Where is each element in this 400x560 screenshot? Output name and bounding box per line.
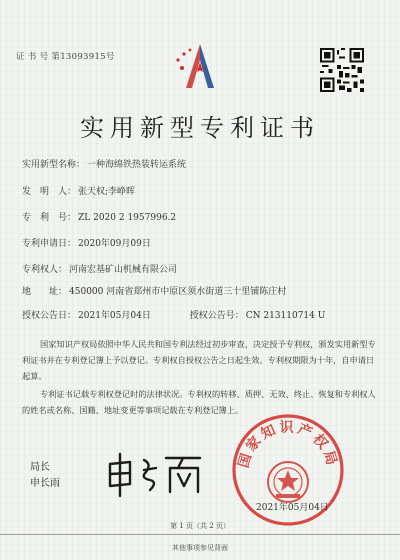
page-title: 实用新型专利证书	[80, 114, 320, 142]
qr-code-icon	[320, 48, 364, 92]
certificate-number: 证 书 号 第13093915号	[16, 52, 115, 62]
director-title: 局长	[30, 462, 50, 473]
patent-number-value: ZL 2020 2 1957996.2	[78, 213, 177, 223]
footer-divider	[0, 534, 400, 535]
filing-date-value: 2020年09月09日	[78, 239, 151, 249]
patentee-label: 专利权人：	[22, 265, 68, 275]
address-value: 450000 河南省郑州市中原区须水街道三十里铺陈庄村	[69, 287, 287, 297]
utility-model-name-label: 实用新型名称：	[22, 160, 86, 170]
seal-date: 2021年05月04日	[256, 503, 329, 513]
grant-number-value: CN 213110714 U	[245, 311, 326, 321]
grant-date-value: 2021年05月04日	[78, 311, 151, 321]
inventor-row	[22, 184, 135, 197]
grant-info-row	[22, 308, 325, 321]
footer-note: 其他事项参见背面	[172, 544, 228, 552]
page-number: 第 1 页（共 2 页）	[170, 522, 230, 530]
utility-model-name-value: 一种海绵铁热装转运系统	[87, 160, 187, 170]
patentee-value: 河南宏基矿山机械有限公司	[69, 265, 178, 275]
director-name: 申长雨	[30, 478, 60, 489]
inventor-label: 发 明 人：	[22, 187, 77, 197]
seal-text: 国家知识产权局	[235, 420, 341, 470]
utility-model-name-row	[22, 157, 186, 170]
patentee-row	[22, 262, 177, 275]
grant-statement-paragraph: 国家知识产权局依照中华人民共和国专利法经过初步审查，决定授予专利权，颁发实用新型专利证书并在专利登记簿上予以登记。专利权自授权公告之日起生效。专利权期限为十年，自申请日起算。	[22, 339, 376, 381]
address-label: 地 址：	[22, 287, 68, 297]
filing-date-row	[22, 236, 151, 249]
grant-number-label: 授权公告号：	[189, 311, 244, 321]
inventor-value: 张天权;李峥晖	[78, 187, 136, 197]
grant-statement	[22, 336, 378, 384]
address-row	[22, 284, 286, 297]
patent-number-row	[22, 210, 176, 223]
grant-date-label: 授权公告日：	[22, 311, 77, 321]
patent-number-label: 专 利 号：	[22, 213, 77, 223]
legal-status-paragraph: 专利证书记载专利权登记时的法律状况。专利权的转移、质押、无效、终止、恢复和专利权人的姓名或名称、国籍、地址变更等事项记载在专利登记簿上。	[22, 389, 376, 415]
filing-date-label: 专利申请日：	[22, 239, 77, 249]
patent-office-emblem-icon	[170, 38, 230, 98]
director-signature-icon	[100, 446, 210, 500]
